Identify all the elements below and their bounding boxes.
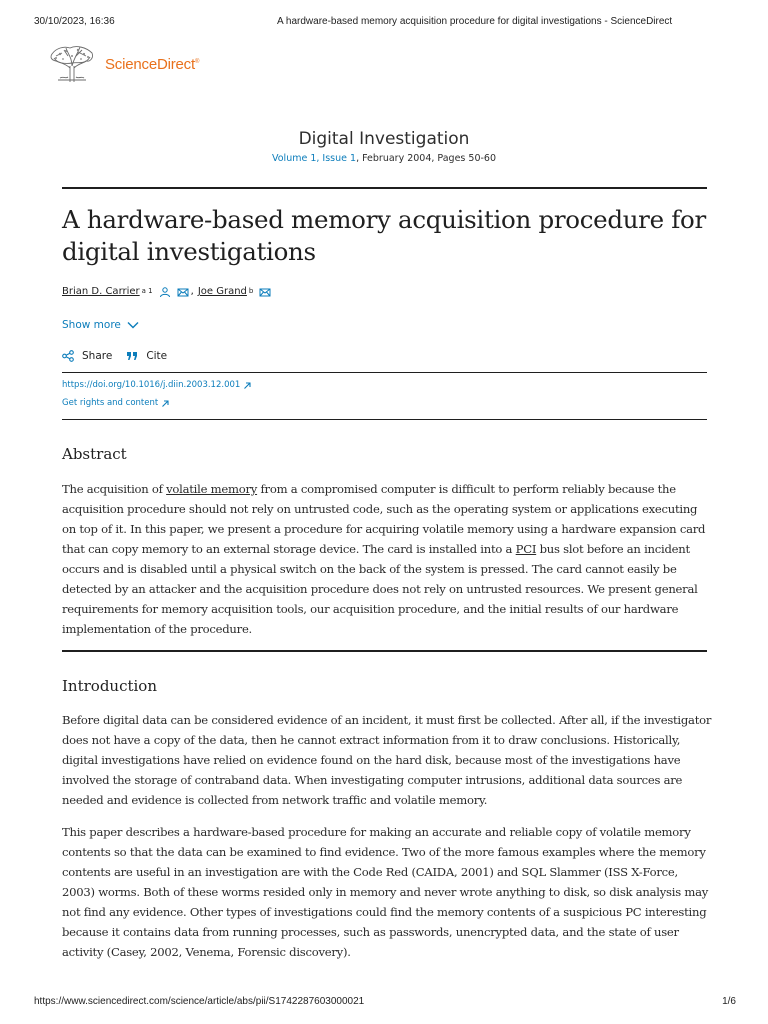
rights-text: Get rights and content (62, 398, 159, 408)
print-page-number: 1/6 (722, 996, 736, 1007)
brand-registered-mark: ® (194, 58, 200, 65)
sciencedirect-logo[interactable] (48, 44, 199, 84)
volume-issue-link[interactable]: Volume 1, Issue 1 (271, 153, 357, 164)
elsevier-tree-logo (48, 44, 96, 84)
external-arrow-icon (243, 381, 252, 390)
author-name[interactable]: Joe Grand (197, 286, 247, 297)
author-separator: , (190, 286, 194, 297)
print-header (34, 16, 738, 30)
introduction-heading: Introduction (62, 677, 157, 695)
abstract-text-part: The acquisition of (62, 482, 167, 496)
doi-link[interactable] (62, 380, 252, 390)
divider (62, 187, 707, 189)
rights-link[interactable] (62, 398, 170, 408)
external-arrow-icon (161, 399, 170, 408)
abstract-text-part: bus slot before an incident occurs and is disabled until a physical switch on the back of the system is pressed. The card cannot easily be detected by an attacker and the acquisition procedure does not rely on untrusted resources. We present general requirements for memory acquisition tools, our acquisition procedure, and the initial results of our hardware implementation of the procedure. (62, 542, 698, 636)
share-button[interactable] (62, 350, 112, 362)
brand-name: ScienceDirect (105, 55, 195, 73)
sciencedirect-wordmark (105, 56, 199, 73)
cite-label: Cite (146, 350, 168, 362)
chevron-down-icon (127, 321, 139, 329)
divider (62, 650, 707, 652)
show-more-label: Show more (62, 319, 121, 331)
share-icon (62, 350, 74, 362)
abstract-text-part: from a compromised computer is difficult to perform reliably because the acquisition procedure should not rely on untrusted code, such as the operating system or applications executing on top of it. In this paper, we present a procedure for acquiring volatile memory using a hardware expansion card that can copy memory to an external storage device. The card is installed into a (62, 482, 706, 556)
divider (62, 419, 707, 420)
topic-link-pci[interactable]: PCI (515, 542, 537, 556)
author-affiliation: a 1 (141, 286, 153, 295)
person-icon[interactable] (159, 287, 171, 297)
envelope-icon[interactable] (177, 287, 189, 297)
topic-link-volatile-memory[interactable]: volatile memory (166, 482, 258, 496)
show-more-button[interactable] (62, 319, 139, 331)
author-list (62, 286, 271, 297)
share-label: Share (82, 350, 113, 362)
abstract-text (62, 479, 712, 639)
divider (62, 372, 707, 373)
journal-issue-line (0, 153, 768, 164)
print-url: https://www.sciencedirect.com/science/article/abs/pii/S1742287603000021 (34, 996, 365, 1007)
envelope-icon[interactable] (259, 287, 271, 297)
introduction-paragraph: Before digital data can be considered evidence of an incident, it must first be collected. After all, if the investigator does not have a copy of the data, then he cannot extract information from it to draw conclusions. Historically, digital investigations have relied on evidence found on the hard disk, because most of the investigations have involved the storage of contraband data. When investigating computer intrusions, additional data sources are needed and evidence is collected from network traffic and volatile memory. (62, 713, 712, 807)
print-footer (34, 996, 736, 1010)
article-title: A hardware-based memory acquisition procedure for digital investigations (62, 205, 706, 266)
quote-icon (126, 351, 138, 361)
doi-text: https://doi.org/10.1016/j.diin.2003.12.001 (62, 380, 241, 390)
print-page-title: A hardware-based memory acquisition procedure for digital investigations - ScienceDirect (277, 16, 673, 27)
author-name[interactable]: Brian D. Carrier (62, 286, 140, 297)
issue-date-pages: , February 2004, Pages 50-60 (356, 153, 497, 164)
author-affiliation: b (248, 286, 254, 295)
abstract-heading: Abstract (62, 445, 127, 463)
journal-title[interactable]: Digital Investigation (298, 129, 470, 149)
introduction-paragraph: This paper describes a hardware-based procedure for making an accurate and reliable copy of volatile memory contents so that the data can be examined to find evidence. Two of the more famous examples where the memory contents are useful in an investigation are with the Code Red (CAIDA, 2001) and SQL Slammer (ISS X-Force, 2003) worms. Both of these worms resided only in memory and never wrote anything to disk, so disk analysis may not find any evidence. Other types of investigations could find the memory contents of a suspicious PC interesting because it contains data from running processes, such as passwords, unencrypted data, and the state of user activity (Casey, 2002, Venema, Forensic discovery). (62, 825, 709, 959)
cite-button[interactable] (126, 350, 167, 362)
article-actions (62, 350, 181, 362)
print-timestamp: 30/10/2023, 16:36 (34, 16, 115, 27)
